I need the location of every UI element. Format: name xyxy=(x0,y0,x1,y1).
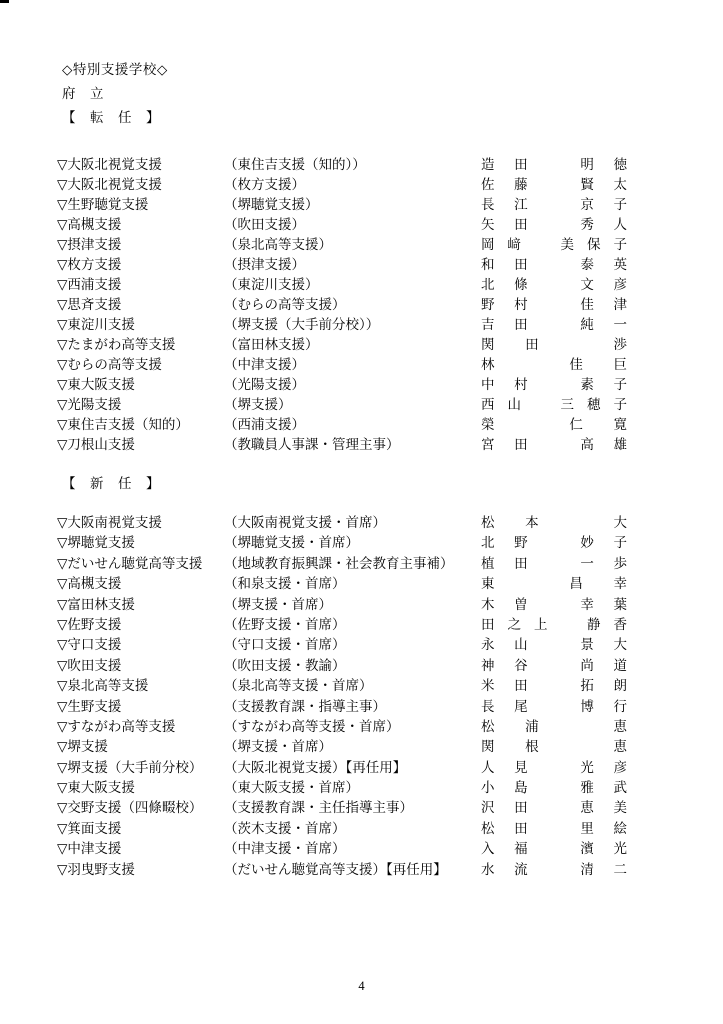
table-row xyxy=(57,533,627,553)
previous-post: （枚方支援） xyxy=(224,177,305,192)
school-name: ▽刀根山支援 xyxy=(57,437,135,452)
table-row xyxy=(57,615,627,635)
school-name: ▽東大阪支援 xyxy=(57,780,135,796)
school-name: ▽むらの高等支援 xyxy=(57,357,162,372)
table-row xyxy=(57,574,627,594)
person-name: 中 村 素 子 xyxy=(481,377,627,392)
school-name: ▽摂津支援 xyxy=(57,237,122,252)
school-name: ▽交野支援（四條畷校） xyxy=(57,800,203,816)
table-row xyxy=(57,335,627,355)
table-row xyxy=(57,697,627,717)
table-row xyxy=(57,375,627,395)
school-name: ▽大阪北視覚支援 xyxy=(57,157,162,172)
person-name: 矢 田 秀 人 xyxy=(481,217,627,232)
person-name: 榮 仁 寛 xyxy=(481,417,627,432)
previous-post: （教職員人事課・管理主事） xyxy=(224,437,400,452)
previous-post: （西浦支援） xyxy=(224,417,305,432)
person-name: 東 昌 幸 xyxy=(481,576,627,592)
person-name: 和 田 泰 英 xyxy=(481,257,627,272)
previous-post: （堺支援・首席） xyxy=(224,739,332,755)
previous-post: （支援教育課・主任指導主事） xyxy=(224,800,413,816)
person-name: 小 島 雅 武 xyxy=(481,780,627,796)
previous-post: （だいせん聴覚高等支援）【再任用】 xyxy=(224,861,447,877)
school-name: ▽大阪北視覚支援 xyxy=(57,177,162,192)
person-name: 松 浦 恵 xyxy=(481,718,627,734)
person-name: 造 田 明 徳 xyxy=(481,157,627,172)
table-row xyxy=(57,513,627,533)
table-row xyxy=(57,717,627,737)
person-name: 西 山 三 穂 子 xyxy=(481,397,627,412)
table-row xyxy=(57,215,627,235)
school-name: ▽光陽支援 xyxy=(57,397,122,412)
new-appointment-list xyxy=(57,513,627,880)
person-name: 野 村 佳 津 xyxy=(481,297,627,312)
table-row xyxy=(57,355,627,375)
school-name: ▽西浦支援 xyxy=(57,277,122,292)
previous-post: （堺支援） xyxy=(224,397,292,412)
previous-post: （大阪南視覚支援・首席） xyxy=(224,515,386,530)
person-name: 永 山 景 大 xyxy=(481,637,627,653)
page-title: ◇特別支援学校◇ xyxy=(62,62,168,77)
previous-post: （東住吉支援（知的）） xyxy=(224,157,366,172)
table-row xyxy=(57,255,627,275)
previous-post: （堺聴覚支援・首席） xyxy=(224,535,359,551)
person-name: 入 福 濱 光 xyxy=(481,841,627,857)
table-row xyxy=(57,595,627,615)
table-row xyxy=(57,175,627,195)
school-name: ▽泉北高等支援 xyxy=(57,678,149,694)
table-row xyxy=(57,155,627,175)
table-row xyxy=(57,395,627,415)
school-name: ▽箕面支援 xyxy=(57,820,122,836)
table-row xyxy=(57,819,627,839)
person-name: 北 野 妙 子 xyxy=(481,535,627,551)
previous-post: （佐野支援・首席） xyxy=(224,616,346,632)
previous-post: （大阪北視覚支援）【再任用】 xyxy=(224,759,407,775)
previous-post: （泉北高等支援） xyxy=(224,237,332,252)
table-row xyxy=(57,415,627,435)
table-row xyxy=(57,195,627,215)
table-row xyxy=(57,275,627,295)
table-row xyxy=(57,860,627,880)
person-name: 北 條 文 彦 xyxy=(481,277,627,292)
school-name: ▽だいせん聴覚高等支援 xyxy=(57,555,203,571)
previous-post: （泉北高等支援・首席） xyxy=(224,678,373,694)
school-name: ▽東住吉支援（知的） xyxy=(57,417,189,432)
person-name: 林 佳 巨 xyxy=(481,357,627,372)
previous-post: （東大阪支援・首席） xyxy=(224,780,359,796)
school-name: ▽守口支援 xyxy=(57,637,122,653)
previous-post: （すながわ高等支援・首席） xyxy=(224,718,400,734)
prefectural-label: 府 立 xyxy=(62,86,104,101)
previous-post: （守口支援・首席） xyxy=(224,637,346,653)
table-row xyxy=(57,839,627,859)
previous-post: （支援教育課・指導主事） xyxy=(224,698,386,714)
school-name: ▽堺聴覚支援 xyxy=(57,535,135,551)
previous-post: （堺支援（大手前分校）） xyxy=(224,317,380,332)
previous-post: （和泉支援・首席） xyxy=(224,576,346,592)
document-header xyxy=(62,58,168,130)
previous-post: （東淀川支援） xyxy=(224,277,319,292)
person-name: 佐 藤 賢 太 xyxy=(481,177,627,192)
school-name: ▽生野聴覚支援 xyxy=(57,197,149,212)
previous-post: （むらの高等支援） xyxy=(224,297,346,312)
school-name: ▽高槻支援 xyxy=(57,576,122,592)
person-name: 吉 田 純 一 xyxy=(481,317,627,332)
school-name: ▽堺支援 xyxy=(57,739,108,755)
person-name: 沢 田 恵 美 xyxy=(481,800,627,816)
school-name: ▽東淀川支援 xyxy=(57,317,135,332)
school-name: ▽生野支援 xyxy=(57,698,122,714)
previous-post: （中津支援・首席） xyxy=(224,841,346,857)
table-row xyxy=(57,554,627,574)
table-row xyxy=(57,798,627,818)
school-name: ▽たまがわ高等支援 xyxy=(57,337,176,352)
school-name: ▽すながわ高等支援 xyxy=(57,718,176,734)
person-name: 米 田 拓 朗 xyxy=(481,678,627,694)
previous-post: （摂津支援） xyxy=(224,257,305,272)
school-name: ▽富田林支援 xyxy=(57,596,135,612)
previous-post: （堺聴覚支援） xyxy=(224,197,319,212)
table-row xyxy=(57,778,627,798)
previous-post: （中津支援） xyxy=(224,357,305,372)
table-row xyxy=(57,635,627,655)
table-row xyxy=(57,235,627,255)
page-number: 4 xyxy=(358,979,365,993)
person-name: 植 田 一 歩 xyxy=(481,555,627,571)
table-row xyxy=(57,315,627,335)
previous-post: （吹田支援） xyxy=(224,217,305,232)
school-name: ▽大阪南視覚支援 xyxy=(57,515,162,530)
person-name: 宮 田 高 雄 xyxy=(481,437,627,452)
table-row xyxy=(57,737,627,757)
section-title-transfer: 【 転 任 】 xyxy=(62,110,160,125)
section-title-new-appointment: 【 新 任 】 xyxy=(62,476,160,491)
person-name: 関 田 渉 xyxy=(481,337,627,352)
previous-post: （富田林支援） xyxy=(224,337,319,352)
person-name: 神 谷 尚 道 xyxy=(481,657,627,673)
previous-post: （茨木支援・首席） xyxy=(224,820,346,836)
school-name: ▽羽曳野支援 xyxy=(57,861,135,877)
person-name: 田 之 上 静 香 xyxy=(481,616,627,632)
school-name: ▽吹田支援 xyxy=(57,657,122,673)
person-name: 岡 﨑 美 保 子 xyxy=(481,237,627,252)
table-row xyxy=(57,676,627,696)
person-name: 水 流 清 二 xyxy=(481,861,627,877)
person-name: 長 江 京 子 xyxy=(481,197,627,212)
previous-post: （堺支援・首席） xyxy=(224,596,332,612)
table-row xyxy=(57,656,627,676)
table-row xyxy=(57,435,627,455)
school-name: ▽中津支援 xyxy=(57,841,122,857)
person-name: 関 根 恵 xyxy=(481,739,627,755)
school-name: ▽高槻支援 xyxy=(57,217,122,232)
person-name: 松 田 里 絵 xyxy=(481,820,627,836)
person-name: 木 曽 幸 葉 xyxy=(481,596,627,612)
previous-post: （光陽支援） xyxy=(224,377,305,392)
transfer-list xyxy=(57,155,627,455)
school-name: ▽東大阪支援 xyxy=(57,377,135,392)
school-name: ▽思斉支援 xyxy=(57,297,122,312)
school-name: ▽佐野支援 xyxy=(57,616,122,632)
person-name: 人 見 光 彦 xyxy=(481,759,627,775)
school-name: ▽枚方支援 xyxy=(57,257,122,272)
previous-post: （地域教育振興課・社会教育主事補） xyxy=(224,555,454,571)
school-name: ▽堺支援（大手前分校） xyxy=(57,759,203,775)
previous-post: （吹田支援・教諭） xyxy=(224,657,346,673)
table-row xyxy=(57,295,627,315)
scan-artifact xyxy=(0,0,9,3)
table-row xyxy=(57,758,627,778)
person-name: 松 本 大 xyxy=(481,515,627,530)
person-name: 長 尾 博 行 xyxy=(481,698,627,714)
